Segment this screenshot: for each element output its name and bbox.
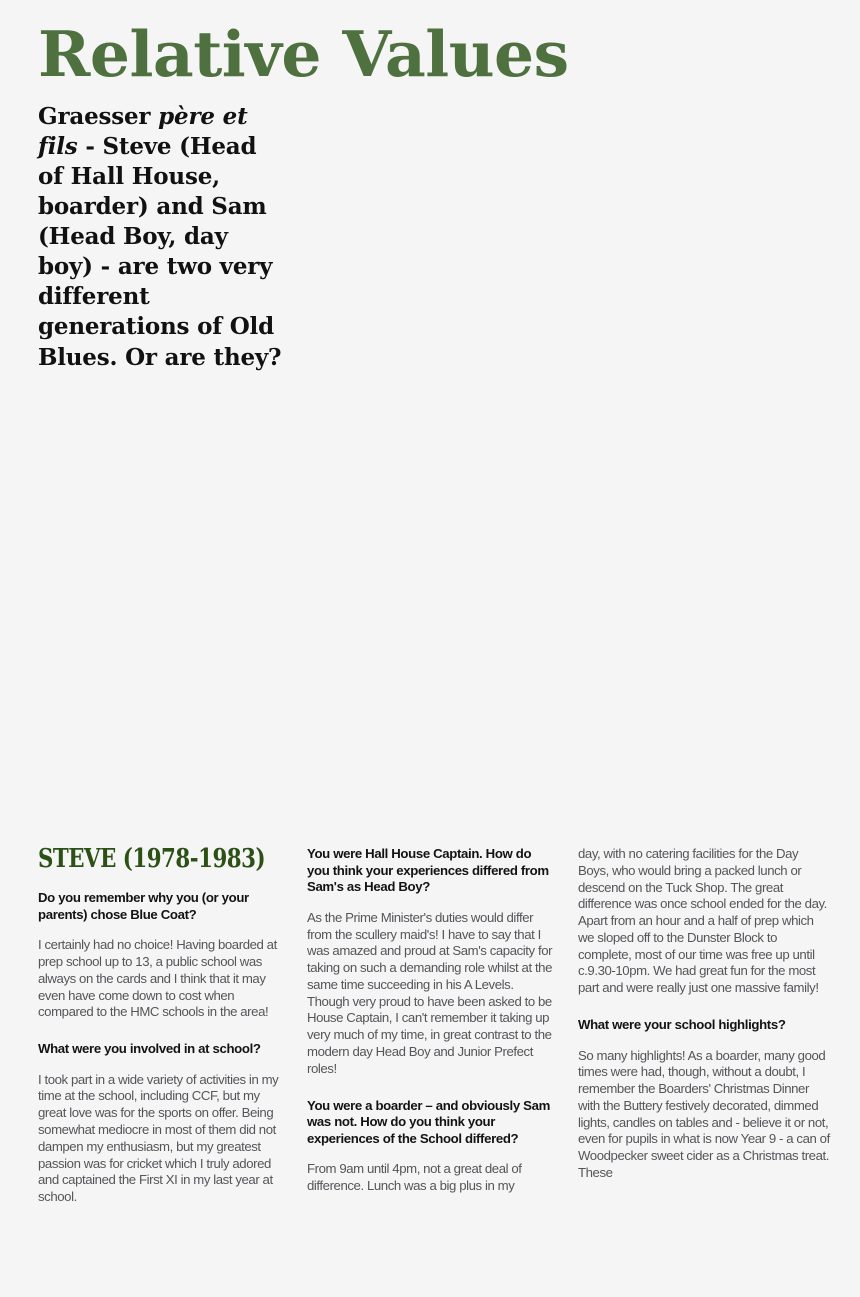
interview-body xyxy=(38,846,832,1246)
article-image-well xyxy=(300,150,832,822)
answer: From 9am until 4pm, not a great deal of difference. Lunch was a big plus in my xyxy=(307,1161,522,1194)
interview-column-3 xyxy=(578,846,832,1182)
answer: As the Prime Minister's duties would differ from the scullery maid's! I have to say that I was amazed and proud at Sam's capacity for taking on such a demanding role whilst at the same time succeeding in his A Levels. Though very proud to have been asked to be House Captain, I can't remember it taking up very much of my time, in great contrast to the modern day Head Boy and Junior Prefect roles! xyxy=(307,909,553,1076)
answer: So many highlights! As a boarder, many good times were had, though, without a doubt, I remember the Boarders' Christmas Dinner with the Buttery festively decorated, dimmed lights, candles on tables and - believe it or not, even for pupils in what is now Year 9 - a can of Woodpecker sweet cider as a Christmas treat. These xyxy=(578,1047,830,1180)
standfirst-part2: - Steve (Head of Hall House, boarder) and Sam (Head Boy, day boy) - are two very different generations of Old Blues. Or are they? xyxy=(38,132,282,371)
question: You were a boarder – and obviously Sam was not. How do you think your experiences of the School differed? xyxy=(307,1097,550,1146)
interview-column-1 xyxy=(38,846,287,1206)
question: What were your school highlights? xyxy=(578,1016,786,1032)
answer: I took part in a wide variety of activities in my time at the school, including CCF, but my great love was for the sports on offer. Being somewhat mediocre in most of them did not dampen my enthusiasm, but my greatest passion was for cricket which I truly adored and captained the First XI in my last year at school. xyxy=(38,1071,279,1205)
page-title: Relative Values xyxy=(38,17,569,91)
question: What were you involved in at school? xyxy=(38,1041,261,1057)
answer: I certainly had no choice! Having boarded at prep school up to 13, a public school was always on the cards and I think that it may even have come down to cost when compared to the HMC schools in the area! xyxy=(38,937,277,1020)
interview-column-2 xyxy=(307,846,553,1195)
interview-subject-heading: STEVE (1978-1983) xyxy=(38,844,266,874)
question: You were Hall House Captain. How do you think your experiences differed from Sam's as Head Boy? xyxy=(307,846,549,895)
standfirst-italic: père et fils xyxy=(38,102,248,160)
question: Do you remember why you (or your parents) chose Blue Coat? xyxy=(38,890,249,922)
standfirst xyxy=(38,102,286,373)
answer-continued: day, with no catering facilities for the Day Boys, who would bring a packed lunch or descend on the Tuck Shop. The great difference was once school ended for the day. Apart from an hour and a half of prep which we sloped off to the Dunster Block to complete, most of our time was free up until c.9.30-10pm. We had great fun for the most part and were really just one massive family! xyxy=(578,846,827,996)
standfirst-part1: Graesser xyxy=(38,102,159,130)
